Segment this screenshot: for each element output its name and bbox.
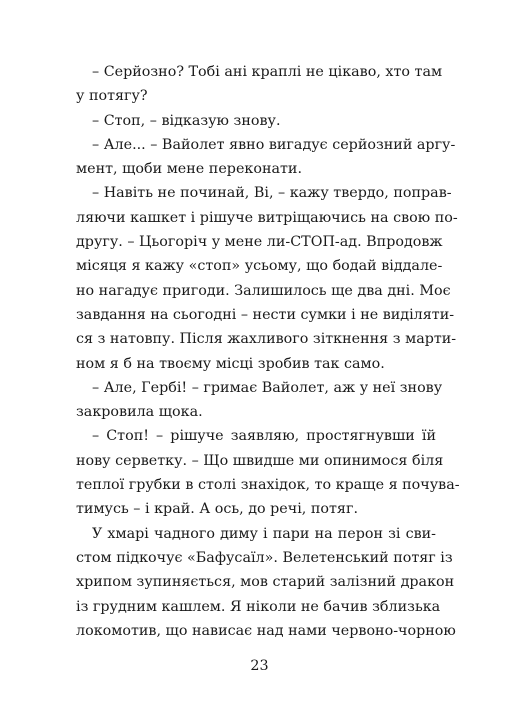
text-line: У хмарі чадного диму і пари на перон зі сви- (92, 525, 436, 542)
text-line: ляючи кашкет і рішуче витріщаючись на свою по- (76, 209, 458, 226)
text-line: – Навіть не починай, Ві, – кажу твердо, поправ- (92, 185, 452, 202)
text-line: мент, щоби мене переконати. (76, 161, 302, 178)
page-number: 23 (250, 658, 269, 674)
text-line: теплої грубки в столі знахідок, то краще я почува- (76, 477, 460, 494)
text-line: – Але... – Вайолет явно вигадує серйозний аргу- (92, 136, 456, 153)
body-text (76, 60, 460, 643)
text-line: но нагадує пригоди. Залишилось ще два дні. Моє (76, 282, 451, 299)
text-line: закровила щока. (76, 404, 203, 421)
text-line: – Серйозно? Тобі ані краплі не цікаво, хто там (92, 64, 443, 80)
text-line: другу. – Цьогоріч у мене ли-СТОП-ад. Впродовж (76, 234, 443, 251)
text-line: місяця я кажу «стоп» усьому, що бодай віддале- (76, 258, 443, 275)
text-line: ся з натовпу. Після жахливого зіткнення з марти- (76, 331, 457, 348)
text-line: – Але, Гербі! – гримає Вайолет, аж у неї знову (92, 379, 443, 396)
text-line: стом підкочує «Бафусаїл». Велетенський потяг із (76, 549, 453, 566)
text-line: нову серветку. – Що швидше ми опинимося біля (76, 452, 444, 469)
text-line: завдання на сьогодні – нести сумки і не виділяти- (76, 306, 455, 323)
text-line: у потягу? (76, 88, 148, 105)
text-line: із грудним кашлем. Я ніколи не бачив зблизька (76, 598, 441, 615)
text-line: – Стоп, – відказую знову. (92, 112, 281, 129)
text-line: хрипом зупиняється, мов старий залізний дракон (76, 574, 455, 591)
text-line: тимусь – і край. А ось, до речі, потяг. (76, 501, 358, 518)
text-line: ном я б на твоєму місці зробив так само. (76, 355, 385, 372)
text-line: – Стоп! – рішуче заявляю, простягнувши їй (92, 428, 436, 445)
text-line: локомотив, що нависає над нами червоно-чорною (76, 622, 456, 639)
